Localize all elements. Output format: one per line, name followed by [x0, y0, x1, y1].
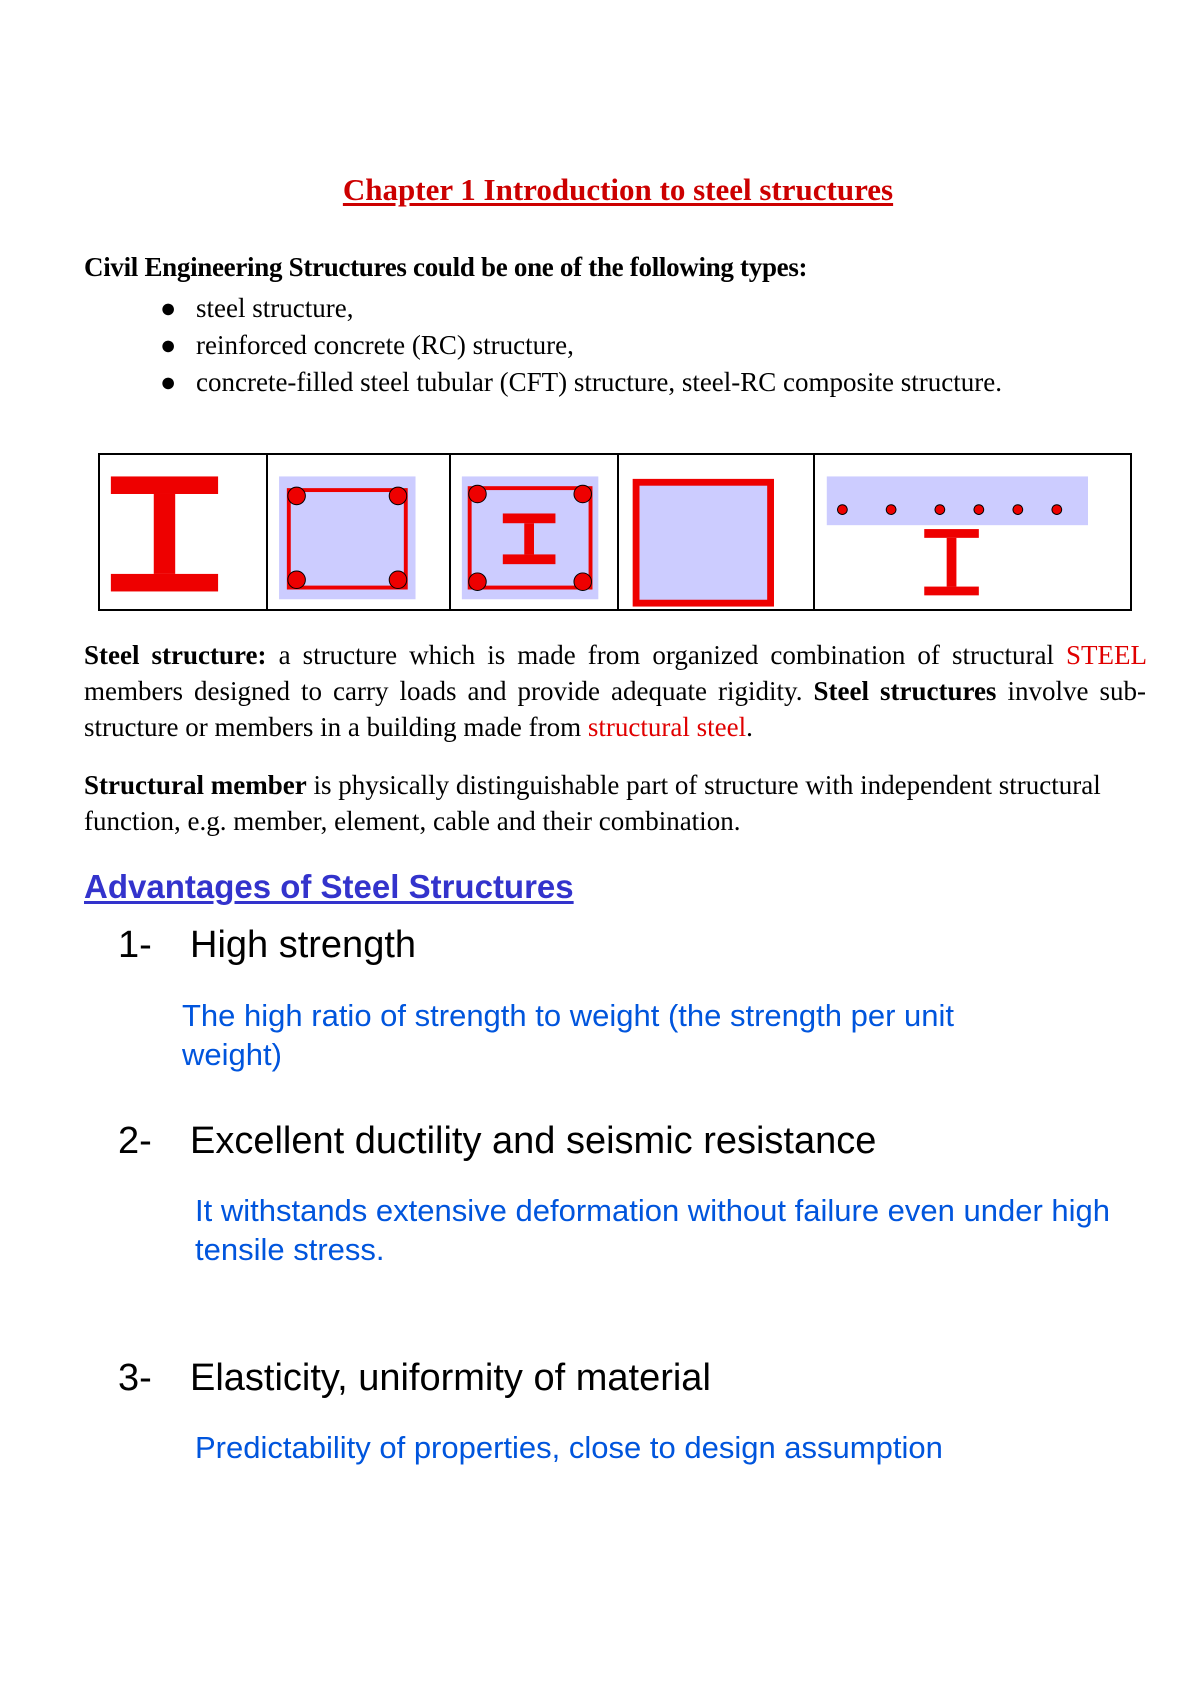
- steel-i-section-cell: [100, 455, 268, 609]
- bullet-icon: ●: [160, 293, 177, 323]
- advantage-title: Elasticity, uniformity of material: [190, 1357, 711, 1399]
- src-section-cell: [451, 455, 619, 609]
- advantage-description: It withstands extensive deformation without failure even under high tensile stress.: [195, 1193, 1111, 1267]
- list-item: ● steel structure,: [160, 290, 1056, 327]
- structure-types-list: [160, 290, 1056, 401]
- rc-section-icon: [268, 455, 449, 609]
- i-beam-icon: [100, 455, 266, 609]
- advantage-title: Excellent ductility and seismic resistance: [190, 1120, 877, 1162]
- advantage-description: The high ratio of strength to weight (the strength per unit weight): [182, 998, 955, 1072]
- steel-structure-definition: Steel structure: a structure which is made from organized combination of structural STEEL members designed to carry loads and provide adequate rigidity. Steel structures involve sub-structure or members in a building made from structural steel.: [84, 640, 1147, 742]
- bullet-icon: ●: [160, 367, 177, 397]
- composite-beam-cell: [815, 455, 1130, 609]
- rc-section-cell: [268, 455, 451, 609]
- encased-i-beam-icon: [451, 455, 617, 609]
- list-item: ● concrete-filled steel tubular (CFT) structure, steel-RC composite structure.: [160, 364, 1056, 401]
- advantage-number: 1-: [118, 924, 152, 966]
- advantage-title: High strength: [190, 924, 417, 966]
- bullet-icon: ●: [160, 330, 177, 360]
- cross-section-figure: [98, 453, 1132, 611]
- composite-beam-icon: [815, 455, 1130, 609]
- cft-section-icon: [619, 455, 813, 609]
- page-title: Chapter 1 Introduction to steel structures: [342, 172, 894, 207]
- list-item: ● reinforced concrete (RC) structure,: [160, 327, 1056, 364]
- advantage-number: 2-: [118, 1120, 152, 1162]
- intro-text: Civil Engineering Structures could be one of the following types:: [84, 252, 808, 282]
- advantage-description: Predictability of properties, close to design assumption: [195, 1430, 943, 1465]
- structural-member-definition: Structural member is physically distinguishable part of structure with independent structural function, e.g. member, element, cable and their combination.: [84, 770, 1101, 836]
- advantages-heading: Advantages of Steel Structures: [84, 868, 574, 905]
- advantage-number: 3-: [118, 1357, 152, 1399]
- cft-section-cell: [619, 455, 815, 609]
